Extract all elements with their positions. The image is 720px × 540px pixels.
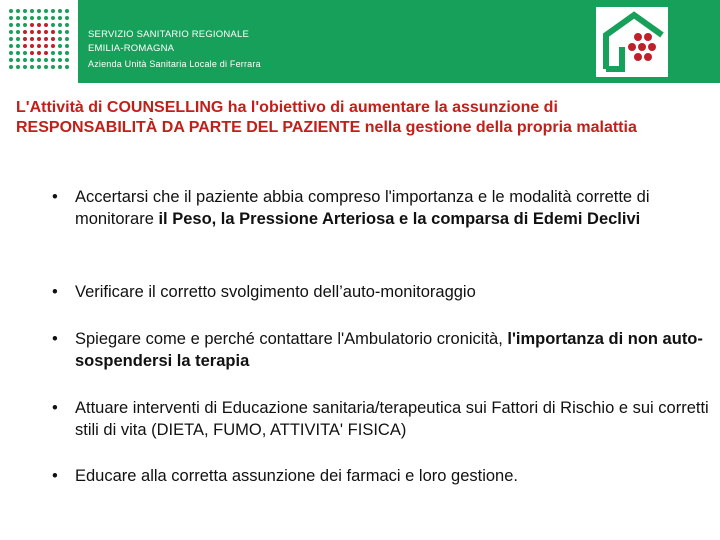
logo-dot bbox=[16, 51, 20, 55]
logo-dot bbox=[30, 44, 34, 48]
logo-dot bbox=[9, 9, 13, 13]
logo-dot bbox=[65, 44, 69, 48]
logo-dot bbox=[9, 30, 13, 34]
logo-dot bbox=[37, 44, 41, 48]
logo-dot bbox=[30, 37, 34, 41]
logo-dot bbox=[30, 51, 34, 55]
logo-dot bbox=[58, 44, 62, 48]
logo-dot bbox=[23, 37, 27, 41]
bullet-icon: • bbox=[52, 467, 58, 485]
logo-dot bbox=[37, 65, 41, 69]
logo-dot bbox=[37, 51, 41, 55]
logo-dot bbox=[44, 65, 48, 69]
logo-dot bbox=[65, 9, 69, 13]
logo-dot bbox=[51, 23, 55, 27]
logo-dot bbox=[16, 16, 20, 20]
logo-dot bbox=[44, 44, 48, 48]
logo-dot bbox=[23, 44, 27, 48]
logo-dot bbox=[9, 16, 13, 20]
logo-dot bbox=[30, 58, 34, 62]
list-item bbox=[52, 186, 715, 230]
logo-dot bbox=[16, 9, 20, 13]
logo-dot bbox=[65, 51, 69, 55]
logo-dot bbox=[44, 51, 48, 55]
logo-dot bbox=[65, 65, 69, 69]
logo-dot bbox=[65, 30, 69, 34]
logo-dot bbox=[51, 44, 55, 48]
logo-dot bbox=[65, 58, 69, 62]
list-item bbox=[52, 465, 715, 487]
logo-dot bbox=[58, 51, 62, 55]
logo-dot bbox=[37, 23, 41, 27]
logo-dot bbox=[16, 30, 20, 34]
logo-dot bbox=[16, 65, 20, 69]
logo-dot bbox=[9, 58, 13, 62]
logo-dot bbox=[23, 23, 27, 27]
logo-dot bbox=[9, 44, 13, 48]
header-line-1: SERVIZIO SANITARIO REGIONALE bbox=[88, 29, 249, 40]
logo-dot bbox=[58, 65, 62, 69]
logo-dot bbox=[23, 65, 27, 69]
list-item bbox=[52, 397, 715, 441]
logo-dot bbox=[9, 65, 13, 69]
logo-dot bbox=[30, 65, 34, 69]
header bbox=[0, 0, 720, 83]
logo-dot bbox=[51, 30, 55, 34]
logo-dot bbox=[37, 37, 41, 41]
logo-dot bbox=[51, 51, 55, 55]
bullet-text: Verificare il corretto svolgimento dell’auto-monitoraggio bbox=[75, 283, 476, 301]
bullet-icon: • bbox=[52, 188, 58, 206]
bullet-bold-text: l'importanza di non auto-sospendersi la terapia bbox=[75, 330, 703, 370]
logo-dot bbox=[37, 9, 41, 13]
logo-dot bbox=[23, 30, 27, 34]
logo-dot bbox=[51, 37, 55, 41]
bullet-text: Spiegare come e perché contattare l'Ambulatorio cronicità, bbox=[75, 330, 508, 348]
list-item bbox=[52, 328, 715, 372]
logo-dot bbox=[44, 9, 48, 13]
logo-dot bbox=[44, 23, 48, 27]
bullet-icon: • bbox=[52, 330, 58, 348]
logo-dot bbox=[44, 58, 48, 62]
bullet-icon: • bbox=[52, 283, 58, 301]
logo-dot bbox=[16, 23, 20, 27]
logo-dot bbox=[16, 44, 20, 48]
logo-dot bbox=[23, 51, 27, 55]
rer-dot-logo-icon bbox=[7, 7, 71, 71]
list-item bbox=[52, 281, 715, 303]
logo-dot bbox=[44, 30, 48, 34]
logo-dot bbox=[44, 37, 48, 41]
logo-dot bbox=[58, 37, 62, 41]
logo-dot bbox=[23, 58, 27, 62]
logo-dot bbox=[30, 9, 34, 13]
logo-dot bbox=[58, 23, 62, 27]
logo-dot bbox=[58, 9, 62, 13]
logo-dot bbox=[65, 23, 69, 27]
home-logo-icon bbox=[596, 7, 668, 77]
logo-dot bbox=[51, 9, 55, 13]
logo-dot bbox=[9, 51, 13, 55]
logo-dot bbox=[16, 37, 20, 41]
logo-dot bbox=[9, 37, 13, 41]
logo-dot bbox=[58, 16, 62, 20]
logo-dot bbox=[37, 30, 41, 34]
logo-dot bbox=[44, 16, 48, 20]
logo-dot bbox=[65, 37, 69, 41]
logo-dot bbox=[58, 30, 62, 34]
logo-dot bbox=[51, 16, 55, 20]
slide-title: L'Attività di COUNSELLING ha l'obiettivo di aumentare la assunzione di RESPONSABILITÀ DA PARTE DEL PAZIENTE nella gestione della propria malattia bbox=[16, 99, 637, 136]
header-line-3: Azienda Unità Sanitaria Locale di Ferrara bbox=[88, 59, 261, 69]
logo-dot bbox=[37, 16, 41, 20]
logo-dot bbox=[30, 30, 34, 34]
logo-dot bbox=[16, 58, 20, 62]
logo-dot bbox=[51, 65, 55, 69]
logo-dot bbox=[23, 9, 27, 13]
header-line-2: EMILIA-ROMAGNA bbox=[88, 43, 175, 54]
logo-dot bbox=[58, 58, 62, 62]
bullet-text: Accertarsi che il paziente abbia compreso l'importanza e le modalità corrette di monitorare bbox=[75, 188, 650, 228]
bullet-icon: • bbox=[52, 399, 58, 417]
bullet-bold-text: il Peso, la Pressione Arteriosa e la comparsa di Edemi Declivi bbox=[158, 210, 641, 228]
logo-dot bbox=[30, 23, 34, 27]
logo-dot bbox=[51, 58, 55, 62]
logo-dot bbox=[23, 16, 27, 20]
logo-dot bbox=[37, 58, 41, 62]
bullet-text: Attuare interventi di Educazione sanitaria/terapeutica sui Fattori di Rischio e sui corretti stili di vita (DIETA, FUMO, ATTIVITA' FISICA) bbox=[75, 399, 709, 439]
logo-dot bbox=[30, 16, 34, 20]
logo-dot bbox=[65, 16, 69, 20]
bullet-text: Educare alla corretta assunzione dei farmaci e loro gestione. bbox=[75, 467, 518, 485]
logo-dot bbox=[9, 23, 13, 27]
